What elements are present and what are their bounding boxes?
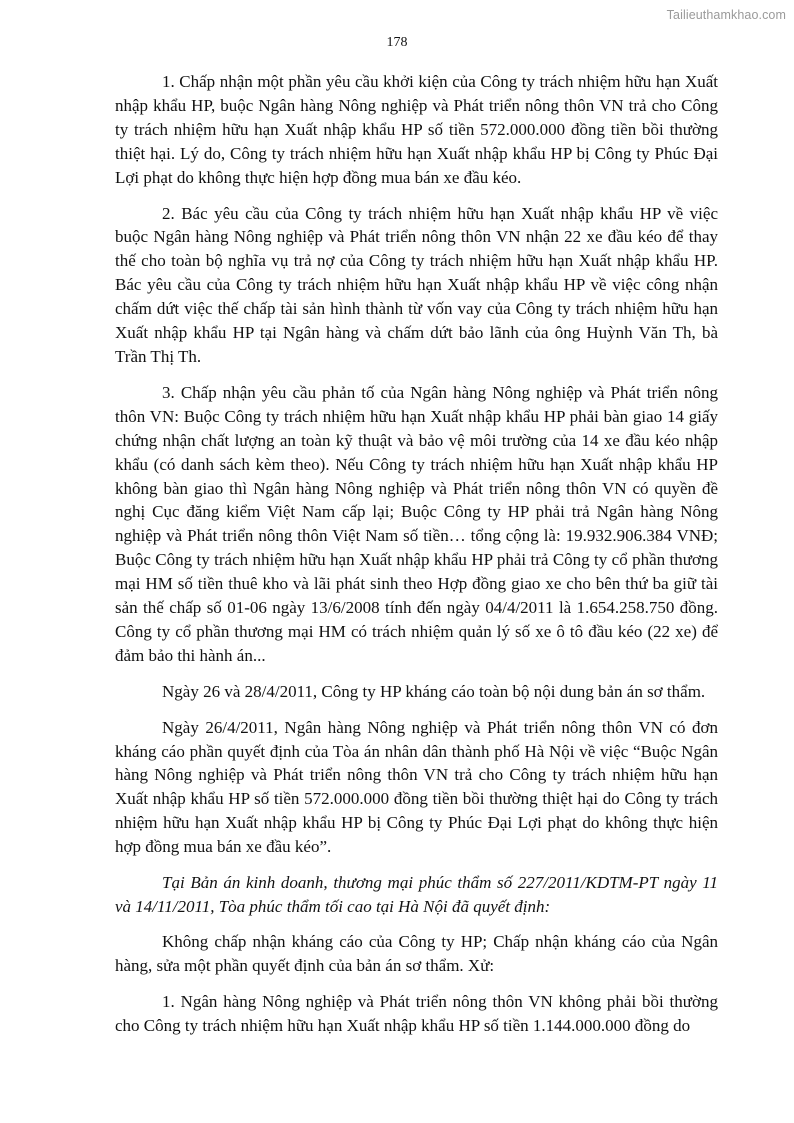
page-number: 178: [386, 35, 408, 50]
watermark: Tailieuthamkhao.com: [666, 8, 786, 22]
paragraph-decision-2: 2. Bác yêu cầu của Công ty trách nhiệm hữu hạn Xuất nhập khẩu HP về việc buộc Ngân hàng Nông nghiệp và Phát triển nông thôn VN nhận 22 xe đầu kéo để thay thế cho toàn bộ nghĩa vụ trả nợ của Công ty trách nhiệm hữu hạn Xuất nhập khẩu HP. Bác yêu cầu của Công ty trách nhiệm hữu hạn Xuất nhập khẩu HP về việc công nhận chấm dứt việc thế chấp tài sản hình thành từ vốn vay của Công ty trách nhiệm hữu hạn Xuất nhập khẩu HP tại Ngân hàng và chấm dứt bảo lãnh của ông Huỳnh Văn Th, bà Trần Thị Th.: [115, 203, 718, 366]
document-body: [115, 70, 718, 1050]
paragraph-decision-1: 1. Chấp nhận một phần yêu cầu khởi kiện của Công ty trách nhiệm hữu hạn Xuất nhập khẩu HP, buộc Ngân hàng Nông nghiệp và Phát triển nông thôn VN trả cho Công ty trách nhiệm hữu hạn Xuất nhập khẩu HP số tiền 572.000.000 đồng tiền bồi thường thiệt hại. Lý do, Công ty trách nhiệm hữu hạn Xuất nhập khẩu HP bị Công ty Phúc Đại Lợi phạt do không thực hiện hợp đồng mua bán xe đầu kéo.: [115, 72, 718, 187]
paragraph-appellate-judgment: Tại Bản án kinh doanh, thương mại phúc thẩm số 227/2011/KDTM-PT ngày 11 và 14/11/2011, Tòa phúc thẩm tối cao tại Hà Nội đã quyết định:: [115, 873, 718, 916]
paragraph-bank-appeal: Ngày 26/4/2011, Ngân hàng Nông nghiệp và Phát triển nông thôn VN có đơn kháng cáo phần quyết định của Tòa án nhân dân thành phố Hà Nội về việc “Buộc Ngân hàng Nông nghiệp và Phát triển nông thôn VN trả cho Công ty trách nhiệm hữu hạn Xuất nhập khẩu HP số tiền 572.000.000 đồng tiền bồi thường thiệt hại do Công ty trách nhiệm hữu hạn Xuất nhập khẩu HP bị Công ty Phúc Đại Lợi phạt do không thực hiện hợp đồng mua bán xe đầu kéo”.: [115, 717, 718, 857]
paragraph-hp-appeal: Ngày 26 và 28/4/2011, Công ty HP kháng cáo toàn bộ nội dung bản án sơ thẩm.: [162, 681, 706, 701]
paragraph-appellate-ruling: Không chấp nhận kháng cáo của Công ty HP; Chấp nhận kháng cáo của Ngân hàng, sửa một phần quyết định của bản án sơ thẩm. Xử:: [115, 931, 718, 975]
paragraph-ruling-item-1: 1. Ngân hàng Nông nghiệp và Phát triển nông thôn VN không phải bồi thường cho Công ty trách nhiệm hữu hạn Xuất nhập khẩu HP số tiền 1.144.000.000 đồng do: [115, 991, 718, 1035]
paragraph-decision-3: 3. Chấp nhận yêu cầu phản tố của Ngân hàng Nông nghiệp và Phát triển nông thôn VN: Buộc Công ty trách nhiệm hữu hạn Xuất nhập khẩu HP phải bàn giao 14 giấy chứng nhận chất lượng an toàn kỹ thuật và bảo vệ môi trường của 14 xe đầu kéo nhập khẩu (có danh sách kèm theo). Nếu Công ty trách nhiệm hữu hạn Xuất nhập khẩu HP không bàn giao thì Ngân hàng Nông nghiệp và Phát triển nông thôn VN có quyền đề nghị Cục đăng kiểm Việt Nam cấp lại; Buộc Công ty HP phải trả Ngân hàng Nông nghiệp và Phát triển nông thôn Việt Nam số tiền… tổng cộng là: 19.932.906.384 VNĐ; Buộc Công ty trách nhiệm hữu hạn Xuất nhập khẩu HP phải trả Công ty cổ phần thương mại HM số tiền thuê kho và lãi phát sinh theo Hợp đồng giao xe cho bên thứ ba giữ tài sản thế chấp số 01-06 ngày 13/6/2008 tính đến ngày 04/4/2011 là 1.654.258.750 đồng. Công ty cổ phần thương mại HM có trách nhiệm quản lý số xe ô tô đầu kéo (22 xe) để đảm bảo thi hành án...: [115, 382, 718, 665]
